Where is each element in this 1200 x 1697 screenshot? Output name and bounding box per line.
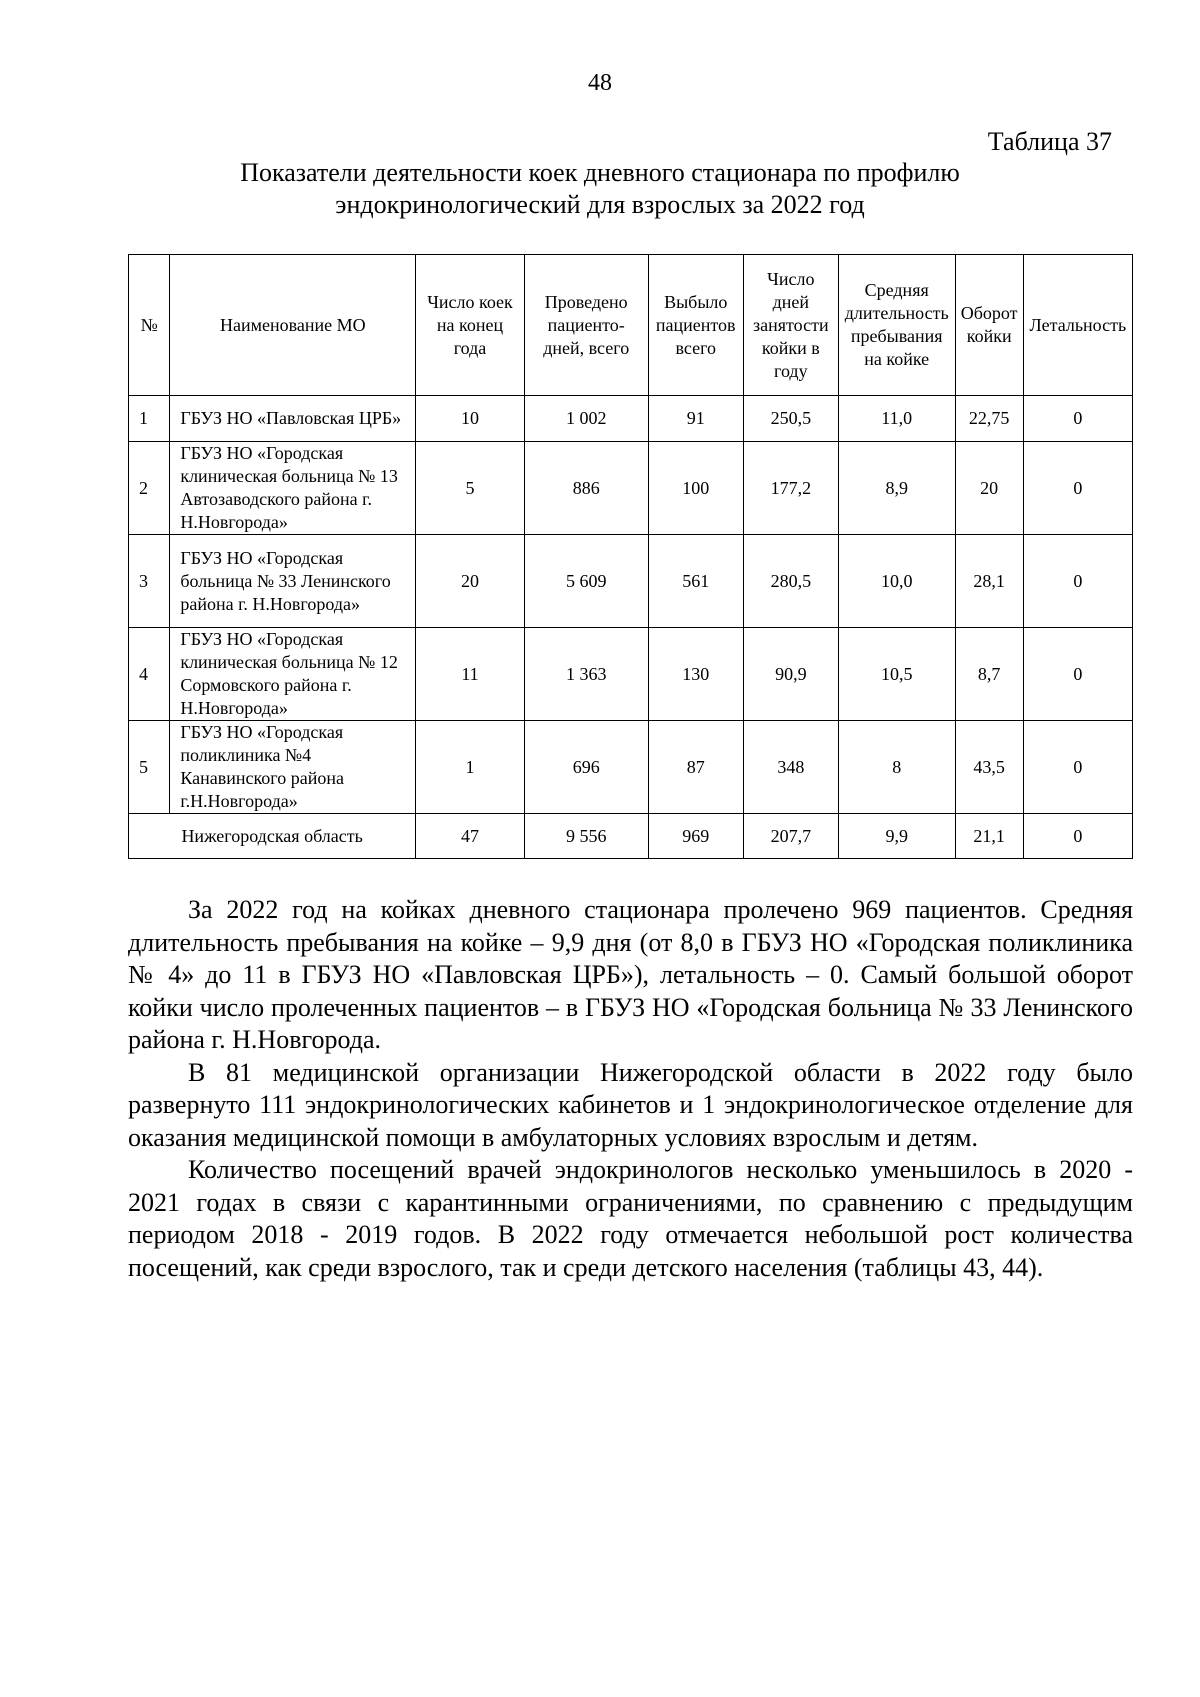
row-discharged: 87	[648, 721, 743, 814]
total-beds: 47	[416, 814, 524, 859]
row-num: 4	[129, 628, 170, 721]
table-row	[129, 396, 1133, 442]
row-lethality: 0	[1023, 396, 1132, 442]
table-title-line-2: эндокринологический для взрослых за 2022 год	[335, 190, 865, 219]
header-turnover: Оборот койки	[955, 255, 1023, 396]
table-title-line-1: Показатели деятельности коек дневного стационара по профилю	[240, 158, 960, 187]
paragraph: За 2022 год на койках дневного стационара пролечено 969 пациентов. Средняя длительность пребывания на койке – 9,9 дня (от 8,0 в ГБУЗ НО «Городская поликлиника № 4» до 11 в ГБУЗ НО «Павловская ЦРБ»), летальность – 0. Самый большой оборот койки число пролеченных пациентов – в ГБУЗ НО «Городская больница № 33 Ленинского района г. Н.Новгорода.	[128, 895, 1133, 1054]
row-discharged: 91	[648, 396, 743, 442]
row-name: ГБУЗ НО «Городская клиническая больница № 13 Автозаводского района г. Н.Новгорода»	[170, 442, 416, 535]
row-avg-stay: 10,5	[838, 628, 955, 721]
row-name: ГБУЗ НО «Городская клиническая больница № 12 Сормовского района г. Н.Новгорода»	[170, 628, 416, 721]
row-name: ГБУЗ НО «Городская больница № 33 Ленинского района г. Н.Новгорода»	[170, 535, 416, 628]
header-beds: Число коек на конец года	[416, 255, 524, 396]
header-occupancy-days: Число дней занятости койки в году	[743, 255, 838, 396]
row-turnover: 20	[955, 442, 1023, 535]
row-avg-stay: 8,9	[838, 442, 955, 535]
row-patient-days: 696	[524, 721, 648, 814]
paragraph: Количество посещений врачей эндокринологов несколько уменьшилось в 2020 - 2021 годах в связи с карантинными ограничениями, по сравнению с предыдущим периодом 2018 - 2019 годов. В 2022 году отмечается небольшой рост количества посещений, как среди взрослого, так и среди детского населения (таблицы 43, 44).	[128, 1155, 1133, 1282]
row-num: 5	[129, 721, 170, 814]
row-lethality: 0	[1023, 721, 1132, 814]
row-beds: 20	[416, 535, 524, 628]
header-patient-days: Проведено пациенто-дней, всего	[524, 255, 648, 396]
table-total-row	[129, 814, 1133, 859]
row-occupancy-days: 90,9	[743, 628, 838, 721]
total-patient-days: 9 556	[524, 814, 648, 859]
row-lethality: 0	[1023, 442, 1132, 535]
total-name: Нижегородская область	[129, 814, 416, 859]
total-avg-stay: 9,9	[838, 814, 955, 859]
table-row	[129, 442, 1133, 535]
table-title	[0, 157, 1200, 221]
header-avg-stay: Средняя длительность пребывания на койке	[838, 255, 955, 396]
row-occupancy-days: 348	[743, 721, 838, 814]
row-num: 1	[129, 396, 170, 442]
total-turnover: 21,1	[955, 814, 1023, 859]
header-discharged: Выбыло пациентов всего	[648, 255, 743, 396]
row-patient-days: 886	[524, 442, 648, 535]
row-turnover: 22,75	[955, 396, 1023, 442]
total-occupancy-days: 207,7	[743, 814, 838, 859]
row-beds: 11	[416, 628, 524, 721]
table-row	[129, 721, 1133, 814]
row-num: 2	[129, 442, 170, 535]
total-lethality: 0	[1023, 814, 1132, 859]
total-discharged: 969	[648, 814, 743, 859]
table-row	[129, 535, 1133, 628]
paragraph: В 81 медицинской организации Нижегородской области в 2022 году было развернуто 111 эндокринологических кабинетов и 1 эндокринологическое отделение для оказания медицинской помощи в амбулаторных условиях взрослым и детям.	[128, 1057, 1133, 1152]
row-turnover: 43,5	[955, 721, 1023, 814]
row-discharged: 100	[648, 442, 743, 535]
row-patient-days: 5 609	[524, 535, 648, 628]
bed-activity-table	[128, 254, 1133, 859]
row-name: ГБУЗ НО «Павловская ЦРБ»	[170, 396, 416, 442]
table-header-row	[129, 255, 1133, 396]
row-turnover: 28,1	[955, 535, 1023, 628]
row-avg-stay: 11,0	[838, 396, 955, 442]
row-avg-stay: 10,0	[838, 535, 955, 628]
row-lethality: 0	[1023, 628, 1132, 721]
row-beds: 1	[416, 721, 524, 814]
row-beds: 10	[416, 396, 524, 442]
table-row	[129, 628, 1133, 721]
table-label: Таблица 37	[987, 127, 1112, 156]
page-number: 48	[588, 70, 612, 96]
row-lethality: 0	[1023, 535, 1132, 628]
row-occupancy-days: 177,2	[743, 442, 838, 535]
row-num: 3	[129, 535, 170, 628]
row-discharged: 130	[648, 628, 743, 721]
row-beds: 5	[416, 442, 524, 535]
row-occupancy-days: 250,5	[743, 396, 838, 442]
row-name: ГБУЗ НО «Городская поликлиника №4 Канавинского района г.Н.Новгорода»	[170, 721, 416, 814]
header-num: №	[129, 255, 170, 396]
row-patient-days: 1 002	[524, 396, 648, 442]
row-discharged: 561	[648, 535, 743, 628]
header-lethality: Летальность	[1023, 255, 1132, 396]
row-turnover: 8,7	[955, 628, 1023, 721]
body-text	[128, 894, 1133, 1284]
header-name: Наименование МО	[170, 255, 416, 396]
row-avg-stay: 8	[838, 721, 955, 814]
row-occupancy-days: 280,5	[743, 535, 838, 628]
row-patient-days: 1 363	[524, 628, 648, 721]
